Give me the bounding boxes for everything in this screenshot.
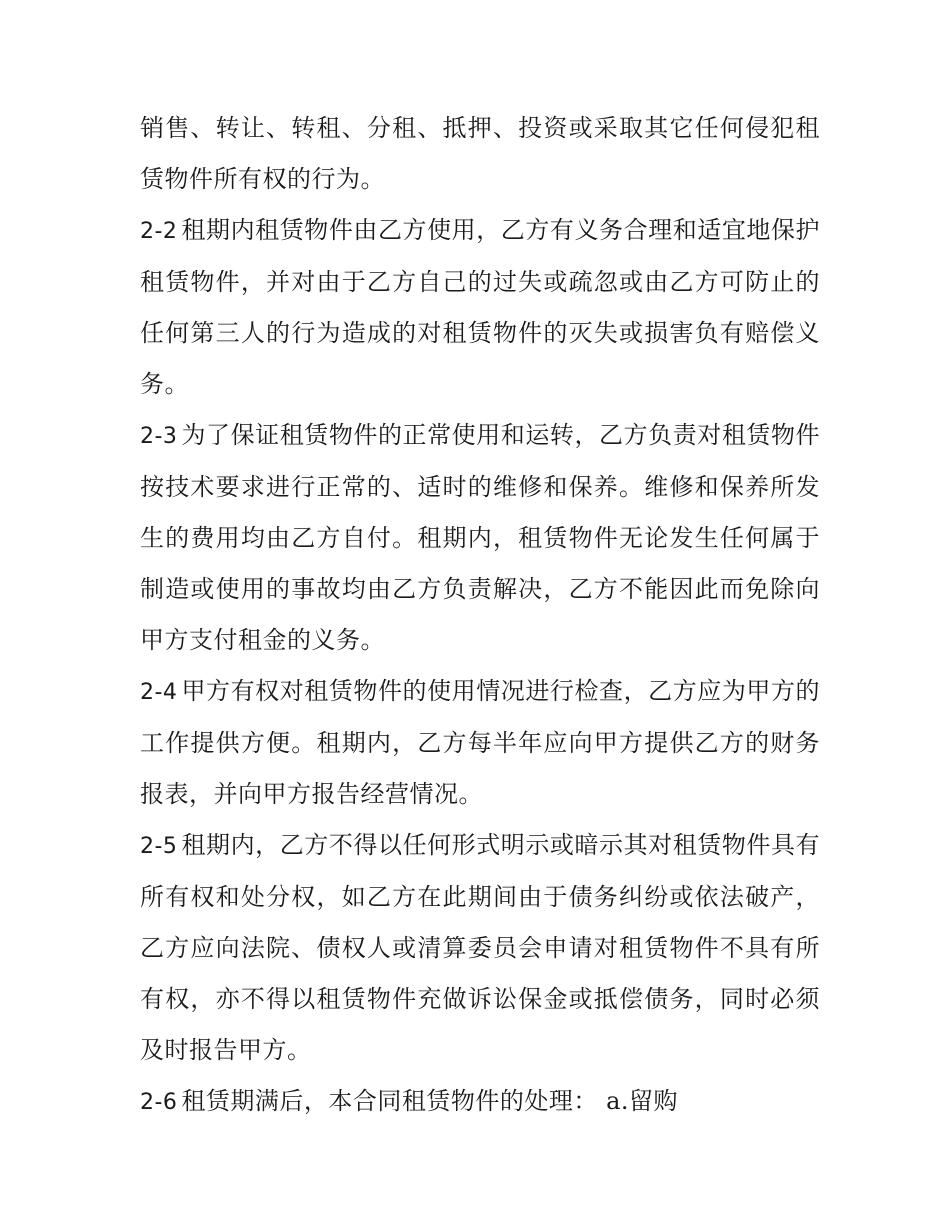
clause-number: 2-3 bbox=[140, 424, 178, 449]
paragraph-text: 销售、转让、转租、分租、抵押、投资或采取其它任何侵犯租赁物件所有权的行为。 bbox=[140, 114, 820, 193]
clause-text: 租赁期满后，本合同租赁物件的处理： a.留购 bbox=[181, 1087, 679, 1115]
clause-text: 甲方有权对租赁物件的使用情况进行检查，乙方应为甲方的工作提供方便。租期内，乙方每半年应向甲方提供乙方的财务报表，并向甲方报告经营情况。 bbox=[140, 677, 820, 808]
clause-text: 租期内，乙方不得以任何形式明示或暗示其对租赁物件具有所有权和处分权，如乙方在此期间由于债务纠纷或依法破产，乙方应向法院、债权人或清算委员会申请对租赁物件不具有所有权，亦不得以租赁物件充做诉讼保金或抵偿债务，同时必须及时报告甲方。 bbox=[140, 831, 820, 1064]
clause-number: 2-4 bbox=[140, 680, 178, 705]
clause-2-5 bbox=[140, 820, 820, 1076]
clause-text: 租期内租赁物件由乙方使用，乙方有义务合理和适宜地保护租赁物件，并对由于乙方自己的过失或疏忽或由乙方可防止的任何第三人的行为造成的对租赁物件的灭失或损害负有赔偿义务。 bbox=[140, 216, 820, 398]
paragraph-continuation bbox=[140, 103, 820, 205]
clause-number: 2-6 bbox=[140, 1090, 178, 1115]
clause-number: 2-2 bbox=[140, 219, 178, 244]
clause-2-4 bbox=[140, 666, 820, 820]
clause-number: 2-5 bbox=[140, 834, 178, 859]
clause-2-6 bbox=[140, 1076, 820, 1128]
clause-text: 为了保证租赁物件的正常使用和运转，乙方负责对租赁物件按技术要求进行正常的、适时的维修和保养。维修和保养所发生的费用均由乙方自付。租期内，租赁物件无论发生任何属于制造或使用的事故均由乙方负责解决，乙方不能因此而免除向甲方支付租金的义务。 bbox=[140, 421, 820, 654]
document-page bbox=[140, 103, 820, 1128]
clause-2-2 bbox=[140, 205, 820, 410]
clause-2-3 bbox=[140, 410, 820, 666]
